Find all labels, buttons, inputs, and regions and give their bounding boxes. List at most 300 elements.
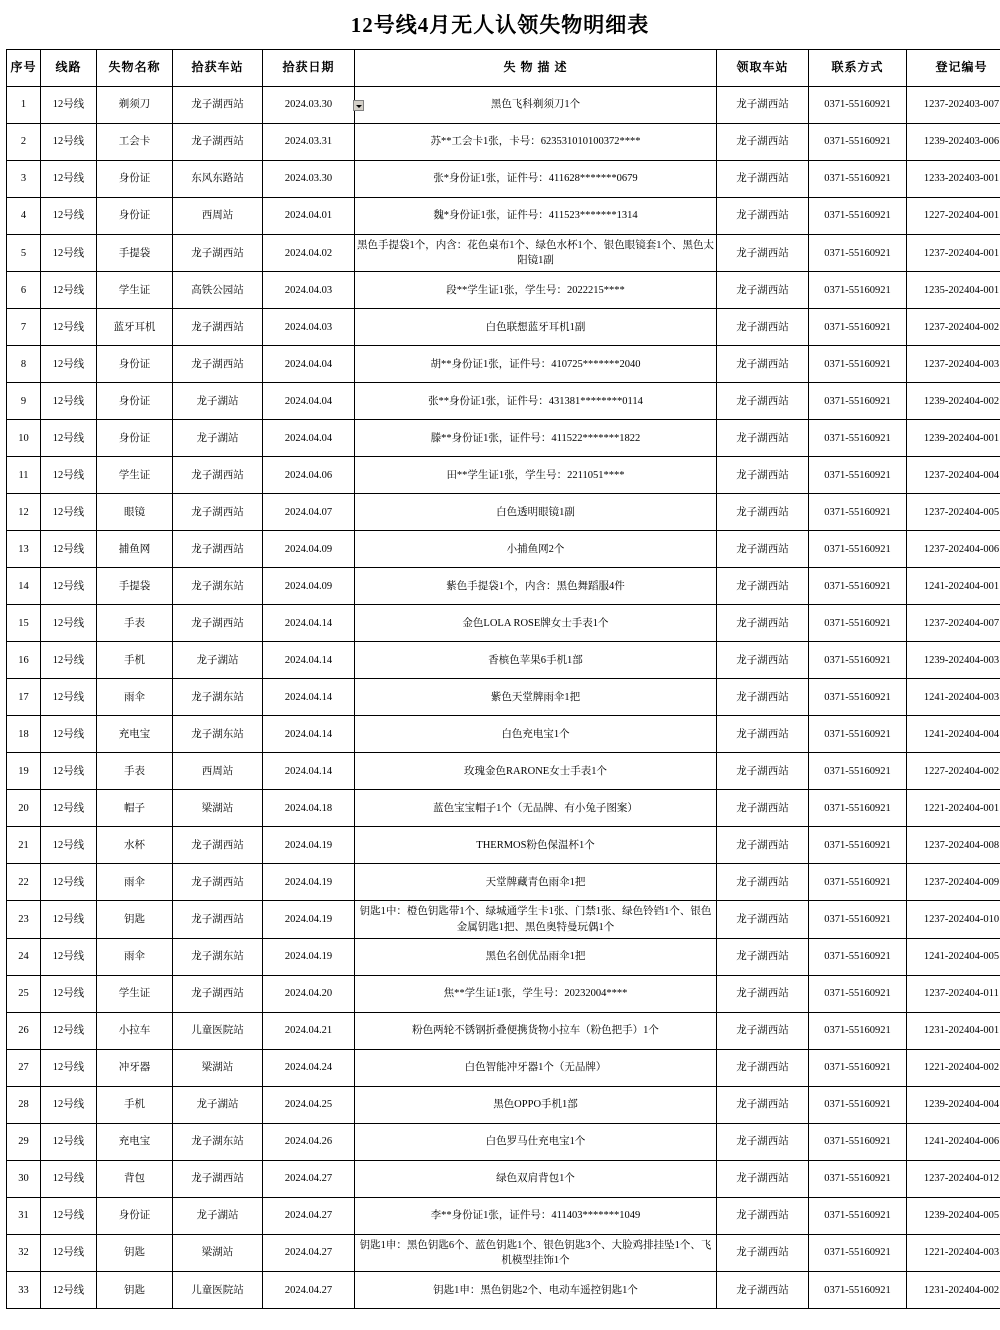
cell-line: 12号线 bbox=[41, 457, 97, 494]
cell-pickup-date: 2024.04.14 bbox=[263, 605, 355, 642]
cell-pickup-date: 2024.04.21 bbox=[263, 1012, 355, 1049]
cell-contact: 0371-55160921 bbox=[809, 605, 907, 642]
cell-pickup-station: 龙子湖东站 bbox=[173, 1123, 263, 1160]
cell-line: 12号线 bbox=[41, 975, 97, 1012]
cell-pickup-station: 西周站 bbox=[173, 753, 263, 790]
cell-registration-number: 1235-202404-001 bbox=[907, 272, 1000, 309]
cell-item-name: 钥匙 bbox=[97, 1234, 173, 1271]
cell-contact: 0371-55160921 bbox=[809, 864, 907, 901]
cell-contact: 0371-55160921 bbox=[809, 1160, 907, 1197]
cell-item-name: 手表 bbox=[97, 605, 173, 642]
table-row bbox=[7, 235, 1000, 272]
cell-pickup-station: 龙子湖东站 bbox=[173, 679, 263, 716]
column-header-description: 失 物 描 述 bbox=[355, 50, 717, 87]
cell-pickup-date: 2024.04.19 bbox=[263, 938, 355, 975]
table-row bbox=[7, 1012, 1000, 1049]
cell-line: 12号线 bbox=[41, 864, 97, 901]
cell-index: 13 bbox=[7, 531, 41, 568]
table-row bbox=[7, 420, 1000, 457]
cell-registration-number: 1221-202404-003 bbox=[907, 1234, 1000, 1271]
cell-index: 21 bbox=[7, 827, 41, 864]
cell-description: 小捕鱼网2个 bbox=[355, 531, 717, 568]
cell-claim-station: 龙子湖西站 bbox=[717, 790, 809, 827]
table-row bbox=[7, 457, 1000, 494]
cell-claim-station: 龙子湖西站 bbox=[717, 457, 809, 494]
cell-description: 钥匙1中：橙色钥匙带1个、绿城通学生卡1张、门禁1张、绿色铃铛1个、银色金属钥匙1把、黑色奥特曼玩偶1个 bbox=[355, 901, 717, 938]
cell-pickup-date: 2024.04.27 bbox=[263, 1234, 355, 1271]
cell-line: 12号线 bbox=[41, 420, 97, 457]
cell-index: 20 bbox=[7, 790, 41, 827]
cell-index: 16 bbox=[7, 642, 41, 679]
cell-description: 蓝色宝宝帽子1个（无品牌、有小兔子图案） bbox=[355, 790, 717, 827]
cell-contact: 0371-55160921 bbox=[809, 235, 907, 272]
cell-index: 17 bbox=[7, 679, 41, 716]
cell-line: 12号线 bbox=[41, 605, 97, 642]
cell-contact: 0371-55160921 bbox=[809, 1197, 907, 1234]
cell-contact: 0371-55160921 bbox=[809, 420, 907, 457]
cell-line: 12号线 bbox=[41, 161, 97, 198]
cell-pickup-station: 西周站 bbox=[173, 198, 263, 235]
cell-index: 26 bbox=[7, 1012, 41, 1049]
cell-pickup-station: 龙子湖西站 bbox=[173, 87, 263, 124]
cell-claim-station: 龙子湖西站 bbox=[717, 161, 809, 198]
cell-item-name: 身份证 bbox=[97, 346, 173, 383]
cell-claim-station: 龙子湖西站 bbox=[717, 864, 809, 901]
cell-pickup-date: 2024.04.25 bbox=[263, 1086, 355, 1123]
cell-contact: 0371-55160921 bbox=[809, 531, 907, 568]
cell-registration-number: 1237-202404-006 bbox=[907, 531, 1000, 568]
table-row bbox=[7, 124, 1000, 161]
cell-line: 12号线 bbox=[41, 383, 97, 420]
cell-claim-station: 龙子湖西站 bbox=[717, 124, 809, 161]
cell-item-name: 学生证 bbox=[97, 975, 173, 1012]
cell-pickup-station: 龙子湖西站 bbox=[173, 457, 263, 494]
cell-index: 18 bbox=[7, 716, 41, 753]
cell-description: 田**学生证1张，学生号：2211051**** bbox=[355, 457, 717, 494]
cell-pickup-station: 龙子湖西站 bbox=[173, 901, 263, 938]
cell-item-name: 雨伞 bbox=[97, 938, 173, 975]
cell-claim-station: 龙子湖西站 bbox=[717, 901, 809, 938]
cell-pickup-date: 2024.04.18 bbox=[263, 790, 355, 827]
cell-contact: 0371-55160921 bbox=[809, 790, 907, 827]
column-header-pickup-station: 拾获车站 bbox=[173, 50, 263, 87]
cell-pickup-station: 龙子湖站 bbox=[173, 1086, 263, 1123]
cell-claim-station: 龙子湖西站 bbox=[717, 87, 809, 124]
cell-registration-number: 1237-202404-002 bbox=[907, 309, 1000, 346]
cell-index: 28 bbox=[7, 1086, 41, 1123]
cell-claim-station: 龙子湖西站 bbox=[717, 346, 809, 383]
cell-line: 12号线 bbox=[41, 1197, 97, 1234]
cell-contact: 0371-55160921 bbox=[809, 716, 907, 753]
cell-item-name: 蓝牙耳机 bbox=[97, 309, 173, 346]
cell-description: THERMOS粉色保温杯1个 bbox=[355, 827, 717, 864]
table-row bbox=[7, 975, 1000, 1012]
cell-index: 5 bbox=[7, 235, 41, 272]
table-row bbox=[7, 901, 1000, 938]
cell-description: 紫色天堂牌雨伞1把 bbox=[355, 679, 717, 716]
cell-line: 12号线 bbox=[41, 531, 97, 568]
cell-contact: 0371-55160921 bbox=[809, 679, 907, 716]
cell-claim-station: 龙子湖西站 bbox=[717, 679, 809, 716]
cell-item-name: 手机 bbox=[97, 642, 173, 679]
cell-registration-number: 1237-202404-004 bbox=[907, 457, 1000, 494]
cell-description: 香槟色苹果6手机1部 bbox=[355, 642, 717, 679]
cell-pickup-station: 龙子湖西站 bbox=[173, 346, 263, 383]
cell-claim-station: 龙子湖西站 bbox=[717, 1234, 809, 1271]
cell-claim-station: 龙子湖西站 bbox=[717, 420, 809, 457]
cell-line: 12号线 bbox=[41, 124, 97, 161]
cell-line: 12号线 bbox=[41, 1086, 97, 1123]
cell-description: 白色联想蓝牙耳机1副 bbox=[355, 309, 717, 346]
cell-registration-number: 1239-202404-004 bbox=[907, 1086, 1000, 1123]
cell-pickup-date: 2024.04.07 bbox=[263, 494, 355, 531]
cell-pickup-date: 2024.04.03 bbox=[263, 272, 355, 309]
cell-registration-number: 1233-202403-001 bbox=[907, 161, 1000, 198]
cell-description: 钥匙1申：黑色钥匙2个、电动车遥控钥匙1个 bbox=[355, 1272, 717, 1309]
cell-claim-station: 龙子湖西站 bbox=[717, 568, 809, 605]
cell-contact: 0371-55160921 bbox=[809, 901, 907, 938]
table-header-row bbox=[7, 50, 1000, 87]
cell-pickup-date: 2024.04.27 bbox=[263, 1272, 355, 1309]
column-header-item-name: 失物名称 bbox=[97, 50, 173, 87]
cell-claim-station: 龙子湖西站 bbox=[717, 827, 809, 864]
cell-registration-number: 1241-202404-005 bbox=[907, 938, 1000, 975]
cell-claim-station: 龙子湖西站 bbox=[717, 1049, 809, 1086]
cell-line: 12号线 bbox=[41, 198, 97, 235]
cell-index: 14 bbox=[7, 568, 41, 605]
cell-registration-number: 1237-202403-007 bbox=[907, 87, 1000, 124]
cell-registration-number: 1237-202404-005 bbox=[907, 494, 1000, 531]
cell-item-name: 背包 bbox=[97, 1160, 173, 1197]
cell-pickup-date: 2024.04.14 bbox=[263, 716, 355, 753]
cell-index: 3 bbox=[7, 161, 41, 198]
cell-claim-station: 龙子湖西站 bbox=[717, 1123, 809, 1160]
column-header-line: 线路 bbox=[41, 50, 97, 87]
cell-contact: 0371-55160921 bbox=[809, 346, 907, 383]
cell-item-name: 身份证 bbox=[97, 420, 173, 457]
cell-registration-number: 1241-202404-003 bbox=[907, 679, 1000, 716]
cell-line: 12号线 bbox=[41, 346, 97, 383]
cell-line: 12号线 bbox=[41, 679, 97, 716]
cell-item-name: 工会卡 bbox=[97, 124, 173, 161]
cell-index: 29 bbox=[7, 1123, 41, 1160]
cell-registration-number: 1221-202404-002 bbox=[907, 1049, 1000, 1086]
cell-registration-number: 1241-202404-006 bbox=[907, 1123, 1000, 1160]
table-row bbox=[7, 1049, 1000, 1086]
cell-pickup-station: 龙子湖西站 bbox=[173, 309, 263, 346]
cell-claim-station: 龙子湖西站 bbox=[717, 309, 809, 346]
cell-item-name: 身份证 bbox=[97, 1197, 173, 1234]
cell-pickup-station: 梁湖站 bbox=[173, 1234, 263, 1271]
cell-pickup-station: 龙子湖西站 bbox=[173, 531, 263, 568]
cell-item-name: 帽子 bbox=[97, 790, 173, 827]
cell-registration-number: 1239-202404-001 bbox=[907, 420, 1000, 457]
cell-item-name: 手表 bbox=[97, 753, 173, 790]
cell-pickup-station: 高铁公园站 bbox=[173, 272, 263, 309]
cell-description: 黑色名创优品雨伞1把 bbox=[355, 938, 717, 975]
cell-pickup-station: 龙子湖西站 bbox=[173, 494, 263, 531]
cell-line: 12号线 bbox=[41, 901, 97, 938]
cell-index: 7 bbox=[7, 309, 41, 346]
column-header-index: 序号 bbox=[7, 50, 41, 87]
cell-claim-station: 龙子湖西站 bbox=[717, 272, 809, 309]
cell-line: 12号线 bbox=[41, 494, 97, 531]
cell-registration-number: 1227-202404-001 bbox=[907, 198, 1000, 235]
cell-line: 12号线 bbox=[41, 272, 97, 309]
table-row bbox=[7, 346, 1000, 383]
column-header-claim-station: 领取车站 bbox=[717, 50, 809, 87]
cell-description: 滕**身份证1张，证件号：411522*******1822 bbox=[355, 420, 717, 457]
cell-pickup-station: 龙子湖西站 bbox=[173, 1160, 263, 1197]
table-row bbox=[7, 790, 1000, 827]
cell-claim-station: 龙子湖西站 bbox=[717, 1197, 809, 1234]
cell-index: 25 bbox=[7, 975, 41, 1012]
table-row bbox=[7, 864, 1000, 901]
cell-registration-number: 1237-202404-007 bbox=[907, 605, 1000, 642]
table-row bbox=[7, 1197, 1000, 1234]
cell-pickup-date: 2024.03.31 bbox=[263, 124, 355, 161]
cell-line: 12号线 bbox=[41, 753, 97, 790]
cell-pickup-station: 儿童医院站 bbox=[173, 1012, 263, 1049]
table-row bbox=[7, 198, 1000, 235]
cell-index: 24 bbox=[7, 938, 41, 975]
table-row bbox=[7, 716, 1000, 753]
cell-pickup-station: 龙子湖东站 bbox=[173, 716, 263, 753]
cell-claim-station: 龙子湖西站 bbox=[717, 1012, 809, 1049]
cell-item-name: 身份证 bbox=[97, 161, 173, 198]
cell-pickup-date: 2024.04.09 bbox=[263, 531, 355, 568]
table-row bbox=[7, 383, 1000, 420]
cell-pickup-date: 2024.04.24 bbox=[263, 1049, 355, 1086]
cell-description: 钥匙1申：黑色钥匙6个、蓝色钥匙1个、银色钥匙3个、大脸鸡排挂坠1个、飞机模型挂饰1个 bbox=[355, 1234, 717, 1271]
cell-description: 粉色两轮不锈钢折叠便携货物小拉车（粉色把手）1个 bbox=[355, 1012, 717, 1049]
cell-claim-station: 龙子湖西站 bbox=[717, 753, 809, 790]
cell-line: 12号线 bbox=[41, 642, 97, 679]
cell-claim-station: 龙子湖西站 bbox=[717, 198, 809, 235]
table-row bbox=[7, 938, 1000, 975]
cell-claim-station: 龙子湖西站 bbox=[717, 642, 809, 679]
cell-pickup-station: 龙子湖站 bbox=[173, 642, 263, 679]
cell-line: 12号线 bbox=[41, 309, 97, 346]
cell-description: 李**身份证1张，证件号：411403*******1049 bbox=[355, 1197, 717, 1234]
cell-claim-station: 龙子湖西站 bbox=[717, 938, 809, 975]
cell-pickup-date: 2024.04.04 bbox=[263, 420, 355, 457]
cell-pickup-station: 梁湖站 bbox=[173, 790, 263, 827]
table-row bbox=[7, 531, 1000, 568]
cell-description: 黑色飞科剃须刀1个 bbox=[355, 87, 717, 124]
cell-description: 黑色OPPO手机1部 bbox=[355, 1086, 717, 1123]
cell-registration-number: 1221-202404-001 bbox=[907, 790, 1000, 827]
cell-contact: 0371-55160921 bbox=[809, 1272, 907, 1309]
cell-contact: 0371-55160921 bbox=[809, 272, 907, 309]
table-row bbox=[7, 679, 1000, 716]
cell-description: 玫瑰金色RARONE女士手表1个 bbox=[355, 753, 717, 790]
cell-line: 12号线 bbox=[41, 1012, 97, 1049]
column-header-contact: 联系方式 bbox=[809, 50, 907, 87]
table-row bbox=[7, 1160, 1000, 1197]
cell-description: 苏**工会卡1张，卡号：623531010100372**** bbox=[355, 124, 717, 161]
cell-line: 12号线 bbox=[41, 1160, 97, 1197]
cell-registration-number: 1237-202404-012 bbox=[907, 1160, 1000, 1197]
cell-item-name: 身份证 bbox=[97, 198, 173, 235]
cell-pickup-station: 龙子湖站 bbox=[173, 1197, 263, 1234]
cell-pickup-date: 2024.04.14 bbox=[263, 753, 355, 790]
cell-description: 白色罗马仕充电宝1个 bbox=[355, 1123, 717, 1160]
cell-line: 12号线 bbox=[41, 1234, 97, 1271]
cell-contact: 0371-55160921 bbox=[809, 1012, 907, 1049]
cell-pickup-station: 儿童医院站 bbox=[173, 1272, 263, 1309]
cell-line: 12号线 bbox=[41, 87, 97, 124]
cell-description: 焦**学生证1张，学生号：20232004**** bbox=[355, 975, 717, 1012]
cell-contact: 0371-55160921 bbox=[809, 1234, 907, 1271]
cell-contact: 0371-55160921 bbox=[809, 494, 907, 531]
table-row bbox=[7, 605, 1000, 642]
cell-contact: 0371-55160921 bbox=[809, 161, 907, 198]
cell-contact: 0371-55160921 bbox=[809, 124, 907, 161]
cell-index: 15 bbox=[7, 605, 41, 642]
cell-description: 张**身份证1张，证件号：431381********0114 bbox=[355, 383, 717, 420]
cell-item-name: 水杯 bbox=[97, 827, 173, 864]
column-header-pickup-date: 拾获日期 bbox=[263, 50, 355, 87]
cell-item-name: 眼镜 bbox=[97, 494, 173, 531]
cell-contact: 0371-55160921 bbox=[809, 198, 907, 235]
table-row bbox=[7, 1234, 1000, 1271]
lost-items-table bbox=[6, 49, 1000, 1309]
cell-description: 黑色手提袋1个，内含：花色桌布1个、绿色水杯1个、银色眼镜套1个、黑色太阳镜1副 bbox=[355, 235, 717, 272]
cell-contact: 0371-55160921 bbox=[809, 383, 907, 420]
cell-index: 30 bbox=[7, 1160, 41, 1197]
cell-index: 12 bbox=[7, 494, 41, 531]
cell-registration-number: 1241-202404-004 bbox=[907, 716, 1000, 753]
cell-description: 魏*身份证1张，证件号：411523*******1314 bbox=[355, 198, 717, 235]
cell-description: 白色透明眼镜1副 bbox=[355, 494, 717, 531]
cell-registration-number: 1237-202404-008 bbox=[907, 827, 1000, 864]
cell-registration-number: 1239-202404-002 bbox=[907, 383, 1000, 420]
cell-item-name: 雨伞 bbox=[97, 864, 173, 901]
table-row bbox=[7, 1123, 1000, 1160]
cell-item-name: 钥匙 bbox=[97, 1272, 173, 1309]
cell-claim-station: 龙子湖西站 bbox=[717, 494, 809, 531]
cell-description: 张*身份证1张，证件号：411628*******0679 bbox=[355, 161, 717, 198]
cell-contact: 0371-55160921 bbox=[809, 753, 907, 790]
cell-item-name: 手机 bbox=[97, 1086, 173, 1123]
cell-line: 12号线 bbox=[41, 1123, 97, 1160]
cell-pickup-date: 2024.04.19 bbox=[263, 827, 355, 864]
cell-index: 8 bbox=[7, 346, 41, 383]
cell-description: 白色充电宝1个 bbox=[355, 716, 717, 753]
cell-pickup-date: 2024.04.26 bbox=[263, 1123, 355, 1160]
cell-line: 12号线 bbox=[41, 827, 97, 864]
cell-claim-station: 龙子湖西站 bbox=[717, 383, 809, 420]
cell-claim-station: 龙子湖西站 bbox=[717, 975, 809, 1012]
cell-registration-number: 1231-202404-002 bbox=[907, 1272, 1000, 1309]
table-row bbox=[7, 1086, 1000, 1123]
cell-pickup-date: 2024.04.06 bbox=[263, 457, 355, 494]
cell-registration-number: 1237-202404-010 bbox=[907, 901, 1000, 938]
cell-registration-number: 1241-202404-001 bbox=[907, 568, 1000, 605]
cell-contact: 0371-55160921 bbox=[809, 938, 907, 975]
cell-pickup-station: 龙子湖站 bbox=[173, 383, 263, 420]
page-title: 12号线4月无人认领失物明细表 bbox=[350, 13, 650, 37]
cell-pickup-station: 龙子湖西站 bbox=[173, 864, 263, 901]
cell-description: 段**学生证1张，学生号：2022215**** bbox=[355, 272, 717, 309]
cell-item-name: 捕鱼网 bbox=[97, 531, 173, 568]
cell-pickup-station: 龙子湖西站 bbox=[173, 124, 263, 161]
cell-index: 33 bbox=[7, 1272, 41, 1309]
cell-contact: 0371-55160921 bbox=[809, 309, 907, 346]
table-row bbox=[7, 161, 1000, 198]
table-row bbox=[7, 1272, 1000, 1309]
cell-contact: 0371-55160921 bbox=[809, 827, 907, 864]
cell-pickup-date: 2024.04.20 bbox=[263, 975, 355, 1012]
cell-index: 1 bbox=[7, 87, 41, 124]
cell-contact: 0371-55160921 bbox=[809, 1086, 907, 1123]
cell-contact: 0371-55160921 bbox=[809, 1049, 907, 1086]
cell-item-name: 剃须刀 bbox=[97, 87, 173, 124]
cell-pickup-date: 2024.04.27 bbox=[263, 1160, 355, 1197]
cell-registration-number: 1237-202404-001 bbox=[907, 235, 1000, 272]
table-row bbox=[7, 753, 1000, 790]
table-row bbox=[7, 827, 1000, 864]
cell-index: 4 bbox=[7, 198, 41, 235]
cell-registration-number: 1239-202403-006 bbox=[907, 124, 1000, 161]
cell-index: 23 bbox=[7, 901, 41, 938]
cell-claim-station: 龙子湖西站 bbox=[717, 531, 809, 568]
cell-line: 12号线 bbox=[41, 938, 97, 975]
cell-index: 10 bbox=[7, 420, 41, 457]
cell-item-name: 充电宝 bbox=[97, 716, 173, 753]
cell-pickup-station: 龙子湖西站 bbox=[173, 827, 263, 864]
cell-claim-station: 龙子湖西站 bbox=[717, 716, 809, 753]
cell-pickup-station: 龙子湖东站 bbox=[173, 938, 263, 975]
cell-description: 金色LOLA ROSE牌女士手表1个 bbox=[355, 605, 717, 642]
cell-item-name: 手提袋 bbox=[97, 235, 173, 272]
table-body bbox=[7, 87, 1000, 1309]
cell-line: 12号线 bbox=[41, 568, 97, 605]
cell-pickup-station: 东风东路站 bbox=[173, 161, 263, 198]
cell-pickup-date: 2024.03.30 bbox=[263, 87, 355, 124]
cell-pickup-date: 2024.04.09 bbox=[263, 568, 355, 605]
cell-claim-station: 龙子湖西站 bbox=[717, 1086, 809, 1123]
cell-item-name: 学生证 bbox=[97, 457, 173, 494]
cell-item-name: 手提袋 bbox=[97, 568, 173, 605]
cell-contact: 0371-55160921 bbox=[809, 568, 907, 605]
cell-item-name: 小拉车 bbox=[97, 1012, 173, 1049]
cell-item-name: 充电宝 bbox=[97, 1123, 173, 1160]
cell-pickup-station: 龙子湖站 bbox=[173, 420, 263, 457]
cell-index: 22 bbox=[7, 864, 41, 901]
cell-description: 胡**身份证1张，证件号：410725*******2040 bbox=[355, 346, 717, 383]
cell-pickup-station: 龙子湖东站 bbox=[173, 568, 263, 605]
cell-registration-number: 1231-202404-001 bbox=[907, 1012, 1000, 1049]
cell-index: 9 bbox=[7, 383, 41, 420]
cell-contact: 0371-55160921 bbox=[809, 457, 907, 494]
cell-description: 绿色双肩背包1个 bbox=[355, 1160, 717, 1197]
cell-index: 6 bbox=[7, 272, 41, 309]
cell-pickup-date: 2024.04.04 bbox=[263, 346, 355, 383]
cell-pickup-station: 龙子湖西站 bbox=[173, 975, 263, 1012]
cell-pickup-date: 2024.03.30 bbox=[263, 161, 355, 198]
cell-line: 12号线 bbox=[41, 716, 97, 753]
chevron-down-icon[interactable] bbox=[353, 100, 364, 111]
cell-index: 2 bbox=[7, 124, 41, 161]
table-row bbox=[7, 568, 1000, 605]
cell-line: 12号线 bbox=[41, 1049, 97, 1086]
cell-item-name: 冲牙器 bbox=[97, 1049, 173, 1086]
cell-contact: 0371-55160921 bbox=[809, 1123, 907, 1160]
cell-registration-number: 1237-202404-011 bbox=[907, 975, 1000, 1012]
cell-pickup-date: 2024.04.14 bbox=[263, 642, 355, 679]
